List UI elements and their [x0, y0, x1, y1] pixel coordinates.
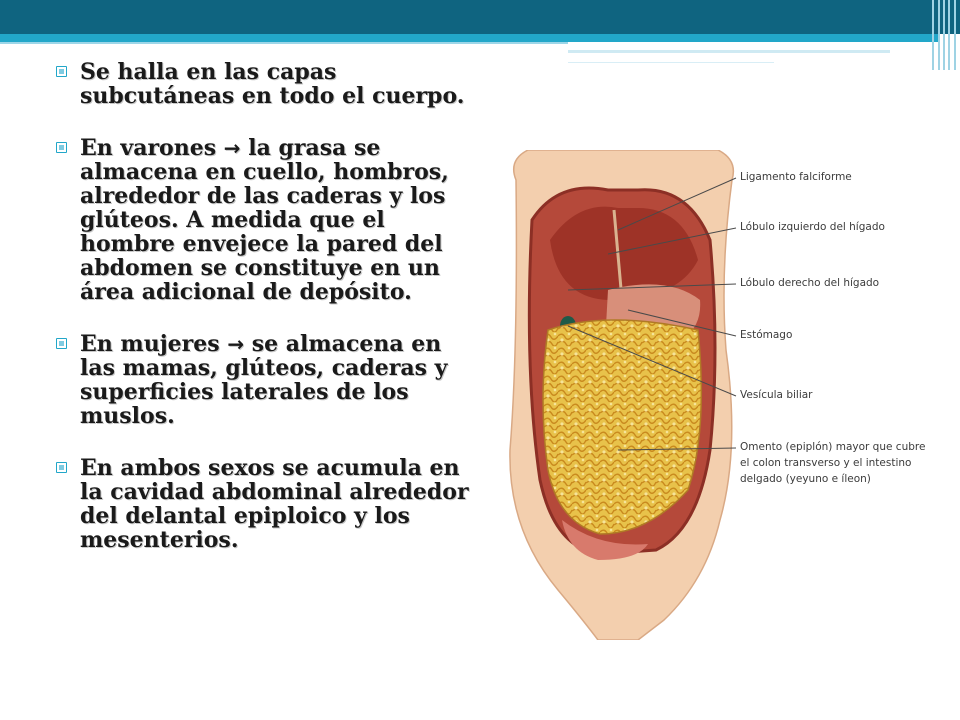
label-omento-line3: delgado (yeyuno e íleon) [740, 473, 871, 485]
label-ligamento-falciforme: Ligamento falciforme [740, 171, 852, 183]
bullet-square-icon [56, 462, 67, 473]
label-omento-line1: Omento (epiplón) mayor que cubre [740, 441, 926, 453]
bullet-item-2 [56, 136, 476, 304]
bullet-item-1 [56, 60, 476, 108]
header-rule-secondary [568, 50, 890, 53]
header-bar [0, 0, 960, 34]
bullet-list [56, 60, 476, 580]
label-omento-line2: el colon transverso y el intestino [740, 457, 912, 469]
label-lobulo-derecho: Lóbulo derecho del hígado [740, 277, 880, 289]
bullet-item-3 [56, 332, 476, 428]
header-vertical-stripes [930, 0, 960, 70]
bullet-lead: En mujeres [80, 331, 220, 357]
bullet-text: se almacena en las mamas, glúteos, caderas y superficies laterales de los muslos. [80, 331, 448, 429]
abdomen-anatomy-illustration [488, 150, 960, 640]
bullet-square-icon [56, 338, 67, 349]
right-arrow-icon: → [223, 136, 241, 160]
bullet-item-4 [56, 456, 476, 552]
bullet-square-icon [56, 66, 67, 77]
label-estomago: Estómago [740, 329, 793, 341]
bullet-square-icon [56, 142, 67, 153]
bullet-text: En ambos sexos se acumula en la cavidad abdominal alrededor del delantal epiploico y los mesenterios. [80, 455, 469, 553]
header-rule-tertiary [568, 62, 774, 63]
bullet-lead: En varones [80, 135, 217, 161]
bullet-text: la grasa se almacena en cuello, hombros, alrededor de las caderas y los glúteos. A medida que el hombre envejece la pared del abdomen se constituye en un área adicional de depósito. [80, 135, 449, 305]
header-rule [0, 42, 568, 44]
right-arrow-icon: → [227, 332, 245, 356]
label-lobulo-izquierdo: Lóbulo izquierdo del hígado [740, 221, 885, 233]
abdomen-drawing [488, 150, 960, 640]
bullet-text: Se halla en las capas subcutáneas en todo el cuerpo. [80, 59, 465, 109]
header-accent-bar [0, 34, 938, 42]
label-vesicula-biliar: Vesícula biliar [740, 389, 813, 401]
